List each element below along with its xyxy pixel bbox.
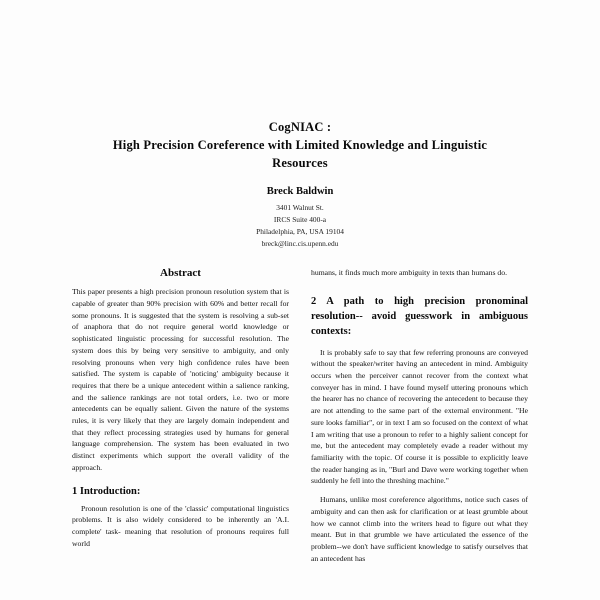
title-line-2: High Precision Coreference with Limited Knowledge and Linguistic bbox=[112, 138, 488, 153]
author-affiliation bbox=[72, 202, 528, 250]
introduction-heading: 1 Introduction: bbox=[72, 485, 141, 497]
abstract-heading: Abstract bbox=[160, 267, 201, 280]
introduction-text: Pronoun resolution is one of the 'classic' computational linguistics problems. It is also widely considered to be inherently an 'A.I. complete' task- meaning that resolution of pronouns requires full world bbox=[72, 503, 289, 548]
two-column-body bbox=[72, 267, 528, 571]
affiliation-line-2: IRCS Suite 400-a bbox=[273, 215, 327, 225]
paper-content bbox=[72, 118, 528, 571]
affiliation-line-1: 3401 Walnut St. bbox=[276, 203, 324, 213]
left-column bbox=[72, 267, 289, 571]
abstract-text: This paper presents a high precision pronoun resolution system that is capable of greater than 90% precision with 60% and better recall for some pronouns. It is suggested that the system is resolving a sub-set of anaphora that do not require general world knowledge or sophisticated linguistic processing for successful resolution. The system does this by being very sensitive to ambiguity, and only resolving pronouns when very high confidence rules have been satisfied. The system is capable of 'noticing' ambiguity because it requires that there be a unique antecedent within a salience ranking, and the salience rankings are not total orders, i.e. two or more antecedents can be equally salient. Given the nature of the systems rules, it is very likely that they are largely domain independent and that they reflect processing strategies used by humans for general language comprehension. The system has been evaluated in two distinct experiments which support the overall validity of the approach. bbox=[72, 287, 289, 472]
continued-text: humans, it finds much more ambiguity in texts than humans do. bbox=[311, 268, 508, 278]
right-column bbox=[311, 267, 528, 571]
page-title bbox=[72, 118, 528, 172]
title-line-3: Resources bbox=[272, 156, 328, 171]
column-spacer bbox=[311, 286, 528, 294]
affiliation-line-3: Philadelphia, PA, USA 19104 bbox=[256, 227, 344, 237]
title-line-1: CogNIAC : bbox=[268, 120, 332, 134]
author-name: Breck Baldwin bbox=[266, 186, 334, 198]
section2-heading: 2 A path to high precision pronominal resolution-- avoid guesswork in ambiguous contexts: bbox=[311, 296, 528, 338]
section2-paragraph-1: It is probably safe to say that few referring pronouns are conveyed without the speaker/writer having an antecedent in mind. Ambiguity occurs when the perceiver cannot recover from the context what conveyer has in mind. I have found myself uttering pronouns which the hearer has no chance of recovering the antecedent to because they are not attending to the same part of the external environment. "He sure looks familiar", or in text I am so focused on the context of what I am writing that use a pronoun to refer to a highly salient concept for me, but the antecedent may completely evade a reader without my familiarity with the topic. Of course it is possible to explicitly leave the reader hanging as in, "Burl and Dave were working together when suddenly he fell into the threshing machine." bbox=[311, 347, 528, 486]
author-email: breck@linc.cis.upenn.edu bbox=[261, 239, 339, 249]
section2-paragraph-2: Humans, unlike most coreference algorithms, notice such cases of ambiguity and can then ask for clarification or at least grumble about how we cannot climb into the writers head to figure out what they meant. But in that grumble we have articulated the essence of the problem--we don't have sufficient knowledge to satisfy ourselves that an antecedent has bbox=[311, 495, 528, 563]
